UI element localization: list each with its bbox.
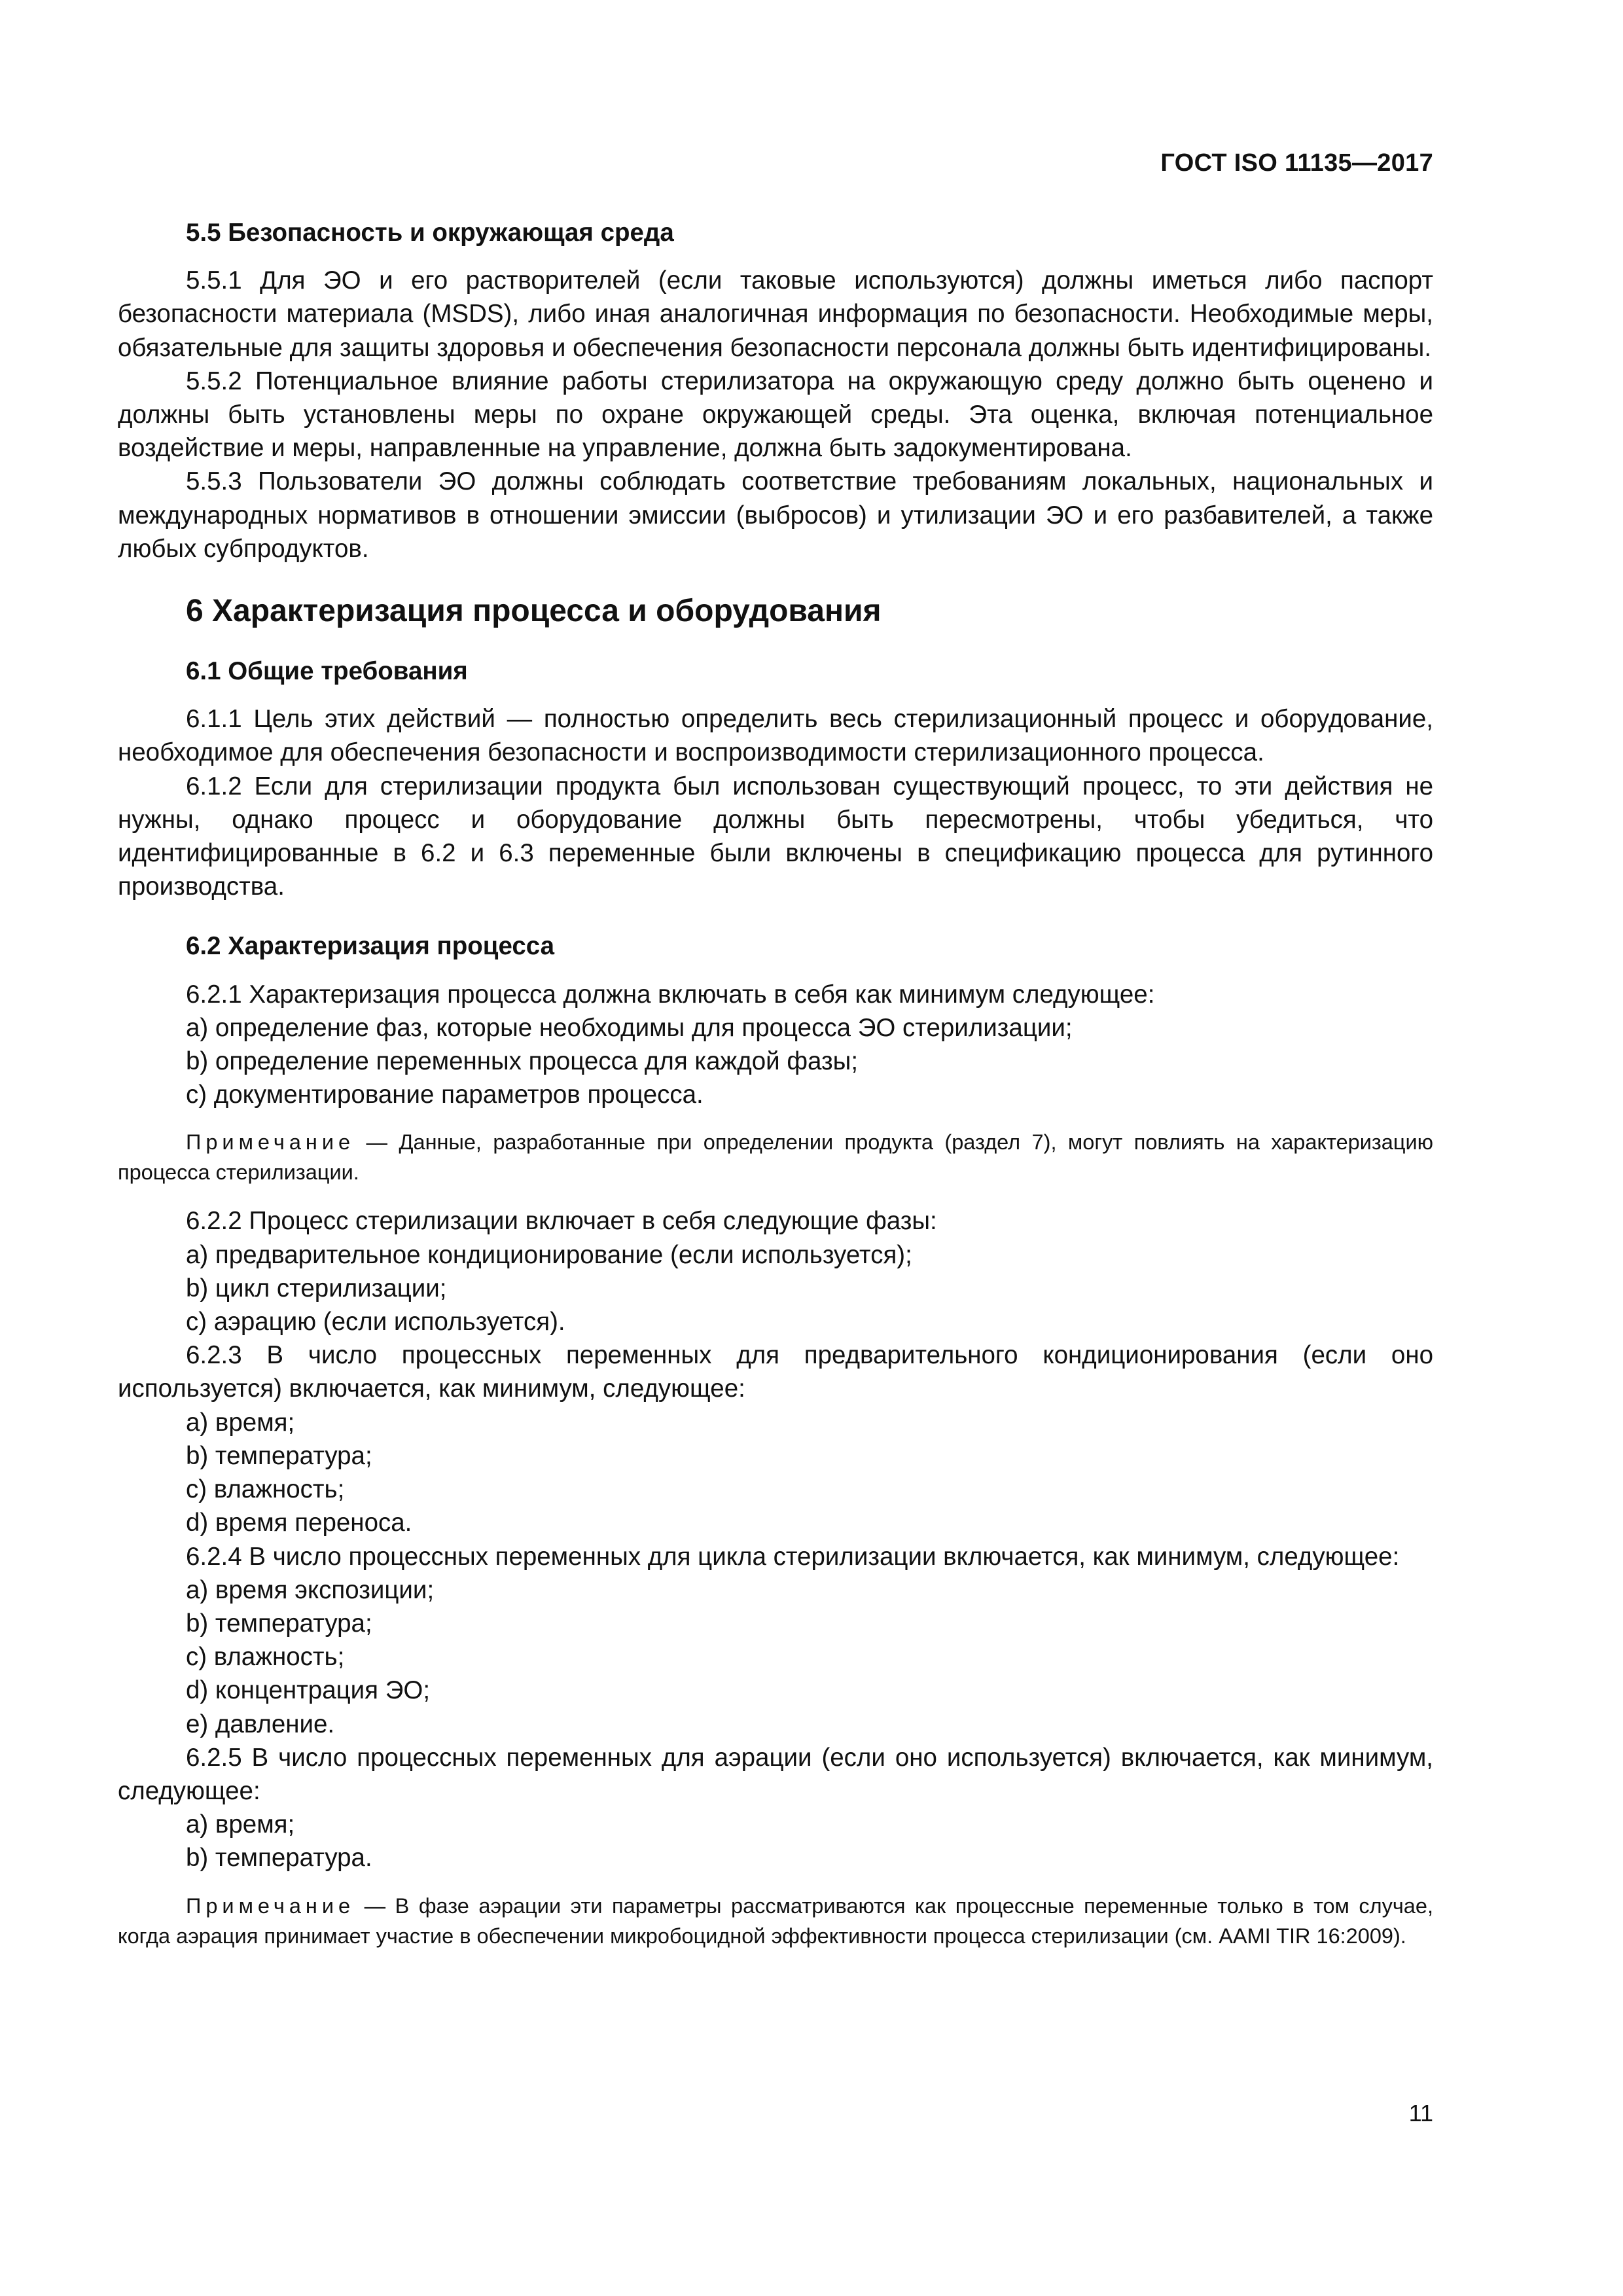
list-item: b) цикл стерилизации;	[186, 1274, 447, 1302]
clause-5-5-2: 5.5.2 Потенциальное влияние работы стерилизатора на окружающую среду должно быть оценено и должны быть установлены меры по охране окружающей среды. Эта оценка, включая потенциальное воздействие и меры, направленные на управление, должна быть задокументирована.	[118, 367, 1433, 463]
list-item: a) время;	[186, 1810, 295, 1839]
list-item: e) давление.	[186, 1710, 335, 1738]
document-body	[118, 216, 1433, 1968]
list-item: b) температура.	[186, 1844, 372, 1873]
clause-6-2-1: 6.2.1 Характеризация процесса должна включать в себя как минимум следующее:	[186, 980, 1155, 1009]
standard-designation: ГОСТ ISO 11135—2017	[1160, 149, 1433, 177]
list-item: a) определение фаз, которые необходимы для процесса ЭО стерилизации;	[186, 1013, 1073, 1042]
clause-5-5-3: 5.5.3 Пользователи ЭО должны соблюдать соответствие требованиям локальных, национальных и международных нормативов в отношении эмиссии (выбросов) и утилизации ЭО и его разбавителей, а также любых субпродуктов.	[118, 467, 1433, 563]
note-label: Примечание	[186, 1893, 355, 1918]
note-text: — Данные, разработанные при определении продукта (раздел 7), могут повлиять на характеризацию процесса стерилизации.	[118, 1130, 1433, 1185]
list-item: d) время переноса.	[186, 1509, 412, 1537]
section-heading-6: 6 Характеризация процесса и оборудования	[186, 594, 882, 629]
note-2	[118, 1891, 1433, 1951]
subsection-heading-6-1: 6.1 Общие требования	[186, 657, 468, 686]
list-item: d) концентрация ЭО;	[186, 1676, 431, 1705]
note-label: Примечание	[186, 1130, 355, 1155]
list-item: c) документирование параметров процесса.	[186, 1081, 704, 1109]
page-number: 11	[1408, 2100, 1433, 2126]
note-text: — В фазе аэрации эти параметры рассматриваются как процессные переменные только в том случае, когда аэрация принимает участие в обеспечении микробоцидной эффективности процесса стерилизации (см. AAMI TIR 16:2009).	[118, 1893, 1433, 1948]
subsection-heading-6-2: 6.2 Характеризация процесса	[186, 932, 555, 961]
list-item: a) время экспозиции;	[186, 1575, 435, 1604]
list-item: c) влажность;	[186, 1643, 345, 1672]
clause-6-1-2: 6.1.2 Если для стерилизации продукта был использован существующий процесс, то эти действия не нужны, однако процесс и оборудование должны быть пересмотрены, чтобы убедиться, что идентифицированные в 6.2 и 6.3 переменные были включены в спецификацию процесса для рутинного производства.	[118, 772, 1433, 901]
list-item: b) температура;	[186, 1609, 372, 1638]
list-item: b) температура;	[186, 1441, 372, 1470]
clause-5-5-1: 5.5.1 Для ЭО и его растворителей (если таковые используются) должны иметься либо паспорт безопасности материала (MSDS), либо иная аналогичная информация по безопасности. Необходимые меры, обязательные для защиты здоровья и обеспечения безопасности персонала должны быть идентифицированы.	[118, 266, 1433, 362]
list-item: a) время;	[186, 1408, 295, 1437]
clause-6-1-1: 6.1.1 Цель этих действий — полностью определить весь стерилизационный процесс и оборудование, необходимое для обеспечения безопасности и воспроизводимости стерилизационного процесса.	[118, 705, 1433, 767]
note-1	[118, 1127, 1433, 1187]
clause-6-2-2: 6.2.2 Процесс стерилизации включает в себя следующие фазы:	[186, 1207, 937, 1236]
list-item: b) определение переменных процесса для каждой фазы;	[186, 1047, 859, 1076]
clause-6-2-4: 6.2.4 В число процессных переменных для цикла стерилизации включается, как минимум, следующее:	[186, 1542, 1400, 1571]
list-item: c) влажность;	[186, 1475, 345, 1504]
subsection-heading-5-5: 5.5 Безопасность и окружающая среда	[186, 219, 674, 247]
clause-6-2-5: 6.2.5 В число процессных переменных для аэрации (если оно используется) включается, как минимум, следующее:	[118, 1743, 1433, 1805]
list-item: c) аэрацию (если используется).	[186, 1308, 565, 1336]
list-item: a) предварительное кондиционирование (если используется);	[186, 1240, 912, 1269]
clause-6-2-3: 6.2.3 В число процессных переменных для предварительного кондиционирования (если оно используется) включается, как минимум, следующее:	[118, 1341, 1433, 1403]
